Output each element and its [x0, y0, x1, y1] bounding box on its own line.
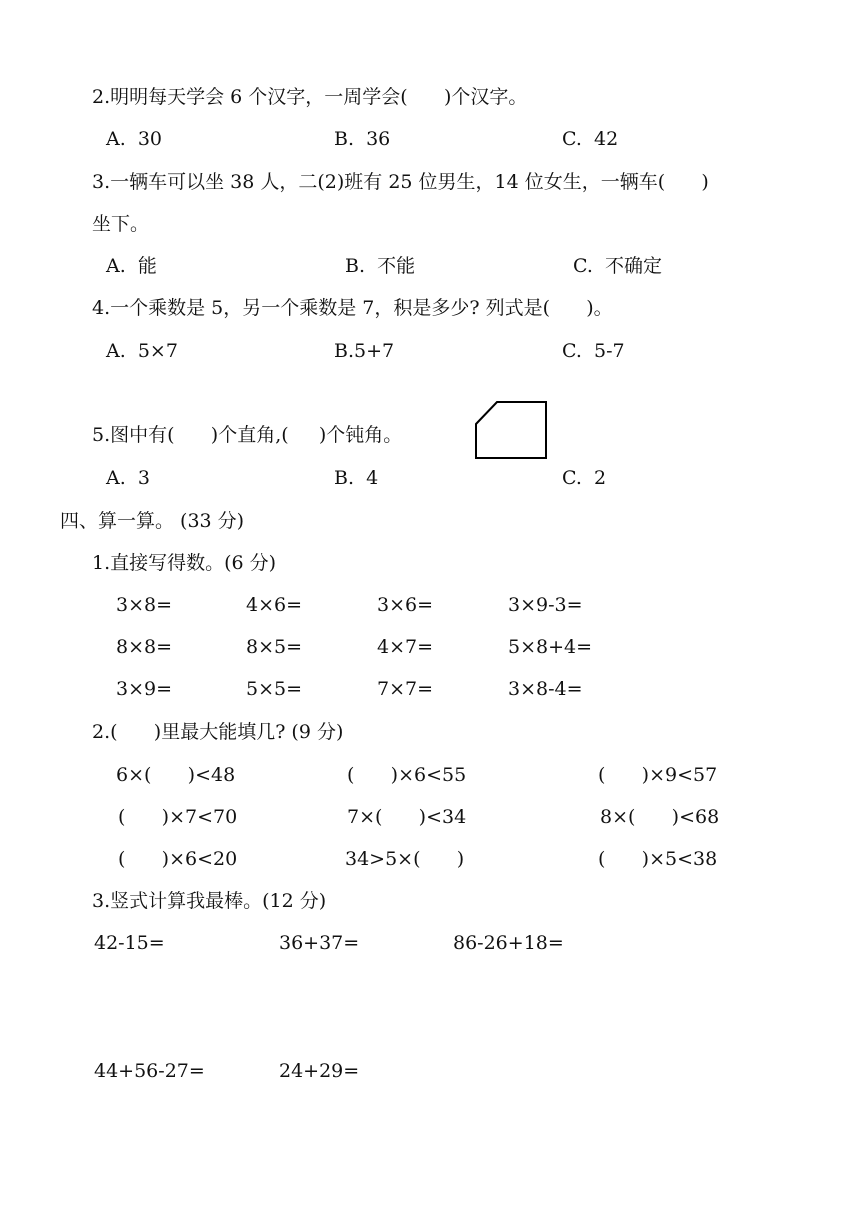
- oral-calc-item: 3×8-4=: [508, 678, 583, 700]
- vertical-calc-item: 24+29=: [279, 1060, 360, 1082]
- q2-option-c: C. 42: [562, 128, 619, 150]
- vertical-calc-item: 44+56-27=: [94, 1060, 205, 1082]
- q4-option-a: A. 5×7: [106, 340, 178, 362]
- part3-title: 3.竖式计算我最棒。(12 分): [92, 890, 327, 912]
- q2-stem: 2.明明每天学会 6 个汉字，一周学会( )个汉字。: [92, 86, 528, 108]
- fill-blank-item: ( )×9<57: [598, 764, 718, 786]
- q4-option-c: C. 5-7: [562, 340, 625, 362]
- fill-blank-item: 34>5×( ): [345, 848, 465, 870]
- oral-calc-item: 8×8=: [116, 636, 173, 658]
- oral-calc-item: 5×5=: [246, 678, 303, 700]
- fill-blank-item: ( )×6<55: [347, 764, 467, 786]
- vertical-calc-item: 36+37=: [279, 932, 360, 954]
- q3-stem-continued: 坐下。: [92, 213, 150, 235]
- vertical-calc-item: 86-26+18=: [453, 932, 564, 954]
- q4-option-b: B.5+7: [334, 340, 395, 362]
- oral-calc-item: 4×7=: [377, 636, 434, 658]
- q2-option-b: B. 36: [334, 128, 391, 150]
- q3-option-b: B. 不能: [345, 255, 416, 277]
- oral-calc-item: 5×8+4=: [508, 636, 593, 658]
- pentagon-figure: [470, 396, 552, 462]
- fill-blank-item: ( )×7<70: [118, 806, 238, 828]
- section4-heading: 四、算一算。 (33 分): [60, 510, 245, 532]
- part1-title: 1.直接写得数。(6 分): [92, 552, 277, 574]
- fill-blank-item: 8×( )<68: [600, 806, 720, 828]
- q5-option-b: B. 4: [334, 467, 379, 489]
- vertical-calc-item: 42-15=: [94, 932, 165, 954]
- q4-stem: 4.一个乘数是 5，另一个乘数是 7，积是多少? 列式是( )。: [92, 297, 613, 319]
- oral-calc-item: 3×6=: [377, 594, 434, 616]
- fill-blank-item: ( )×6<20: [118, 848, 238, 870]
- oral-calc-item: 7×7=: [377, 678, 434, 700]
- q5-option-a: A. 3: [106, 467, 150, 489]
- q5-option-c: C. 2: [562, 467, 607, 489]
- part2-title: 2.( )里最大能填几? (9 分): [92, 721, 344, 743]
- q3-option-a: A. 能: [106, 255, 157, 277]
- q3-option-c: C. 不确定: [573, 255, 662, 277]
- q5-stem: 5.图中有( )个直角,( )个钝角。: [92, 424, 403, 446]
- q2-option-a: A. 30: [106, 128, 163, 150]
- fill-blank-item: 7×( )<34: [347, 806, 467, 828]
- fill-blank-item: ( )×5<38: [598, 848, 718, 870]
- oral-calc-item: 4×6=: [246, 594, 303, 616]
- oral-calc-item: 3×9=: [116, 678, 173, 700]
- fill-blank-item: 6×( )<48: [116, 764, 236, 786]
- q3-stem: 3.一辆车可以坐 38 人，二(2)班有 25 位男生，14 位女生，一辆车( ): [92, 171, 709, 193]
- oral-calc-item: 3×8=: [116, 594, 173, 616]
- oral-calc-item: 3×9-3=: [508, 594, 583, 616]
- oral-calc-item: 8×5=: [246, 636, 303, 658]
